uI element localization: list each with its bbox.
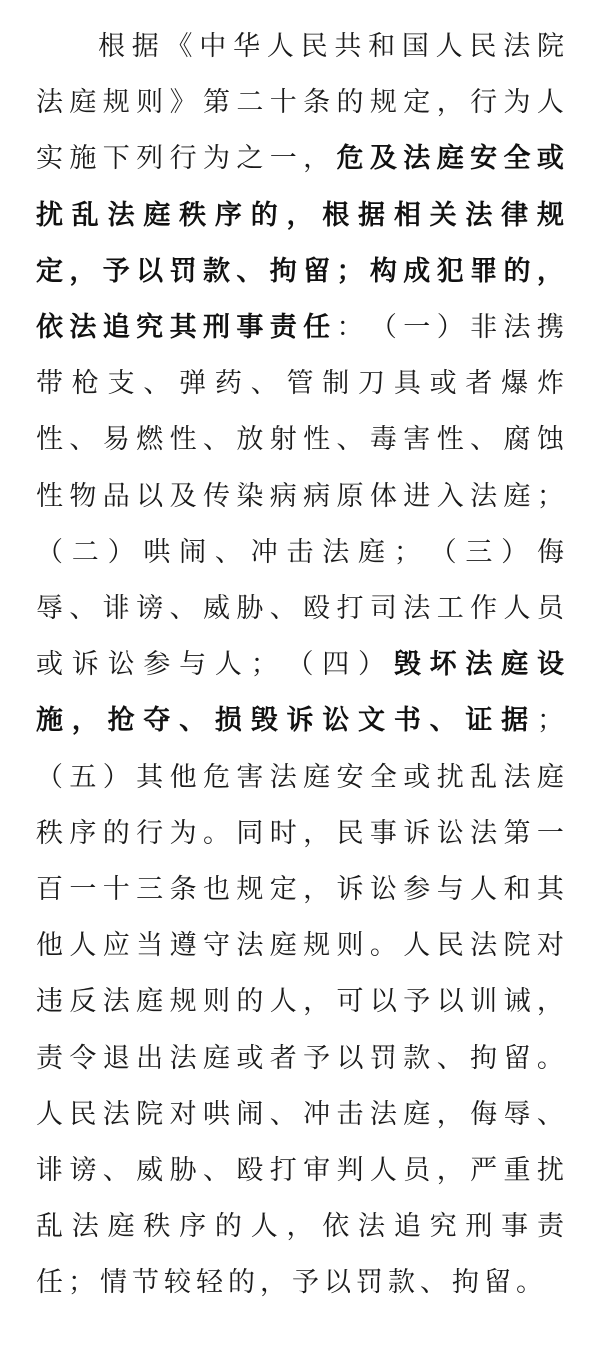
text-line: 依 法 追 究 其 刑 事 责 任 ： （ 一 ） 非 法 携 bbox=[36, 312, 564, 343]
text-line: 他 人 应 当 遵 守 法 庭 规 则 。 人 民 法 院 对 bbox=[36, 930, 564, 962]
text-line: 诽 谤 、 威 胁 、 殴 打 审 判 人 员 ， 严 重 扰 bbox=[36, 1155, 564, 1186]
text-line: 定 ， 予 以 罚 款 、 拘 留 ； 构 成 犯 罪 的 ， bbox=[36, 255, 564, 287]
text-line: 违 反 法 庭 规 则 的 人 ， 可 以 予 以 训 诫 ， bbox=[36, 986, 564, 1018]
text-line: 带 枪 支 、 弹 药 、 管 制 刀 具 或 者 爆 炸 bbox=[36, 368, 564, 400]
text-line: （ 二 ） 哄 闹 、 冲 击 法 庭 ； （ 三 ） 侮 bbox=[36, 536, 564, 568]
text-line: 辱 、 诽 谤 、 威 胁 、 殴 打 司 法 工 作 人 员 bbox=[36, 593, 564, 624]
text-line: 乱 法 庭 秩 序 的 人 ， 依 法 追 究 刑 事 责 bbox=[36, 1211, 564, 1243]
text-line: 任 ； 情 节 较 轻 的 ， 予 以 罚 款 、 拘 留 。 bbox=[36, 1267, 543, 1299]
text-line: 或 诉 讼 参 与 人 ； （ 四 ） 毁 坏 法 庭 设 bbox=[36, 649, 564, 681]
text-line: 性 物 品 以 及 传 染 病 病 原 体 进 入 法 庭 ； bbox=[36, 480, 564, 512]
text-line: 人 民 法 院 对 哄 闹 、 冲 击 法 庭 ， 侮 辱 、 bbox=[36, 1098, 564, 1130]
text-line: 扰 乱 法 庭 秩 序 的 ， 根 据 相 关 法 律 规 bbox=[36, 199, 564, 231]
text-line: （ 五 ） 其 他 危 害 法 庭 安 全 或 扰 乱 法 庭 bbox=[36, 761, 564, 793]
text-line: 性 、 易 燃 性 、 放 射 性 、 毒 害 性 、 腐 蚀 bbox=[36, 424, 564, 456]
text-line: 百 一 十 三 条 也 规 定 ， 诉 讼 参 与 人 和 其 bbox=[36, 874, 564, 905]
text-line: 秩 序 的 行 为 。 同 时 ， 民 事 诉 讼 法 第 一 bbox=[36, 817, 564, 849]
text-line: 根 据 《 中 华 人 民 共 和 国 人 民 法 院 bbox=[98, 31, 564, 62]
text-line: 施 ， 抢 夺 、 损 毁 诉 讼 文 书 、 证 据 ； bbox=[36, 705, 564, 737]
text-line: 责 令 退 出 法 庭 或 者 予 以 罚 款 、 拘 留 。 bbox=[36, 1042, 564, 1074]
text-line: 法 庭 规 则 》 第 二 十 条 的 规 定 ， 行 为 人 bbox=[36, 87, 564, 119]
text-line: 实 施 下 列 行 为 之 一 ， 危 及 法 庭 安 全 或 bbox=[36, 143, 564, 175]
